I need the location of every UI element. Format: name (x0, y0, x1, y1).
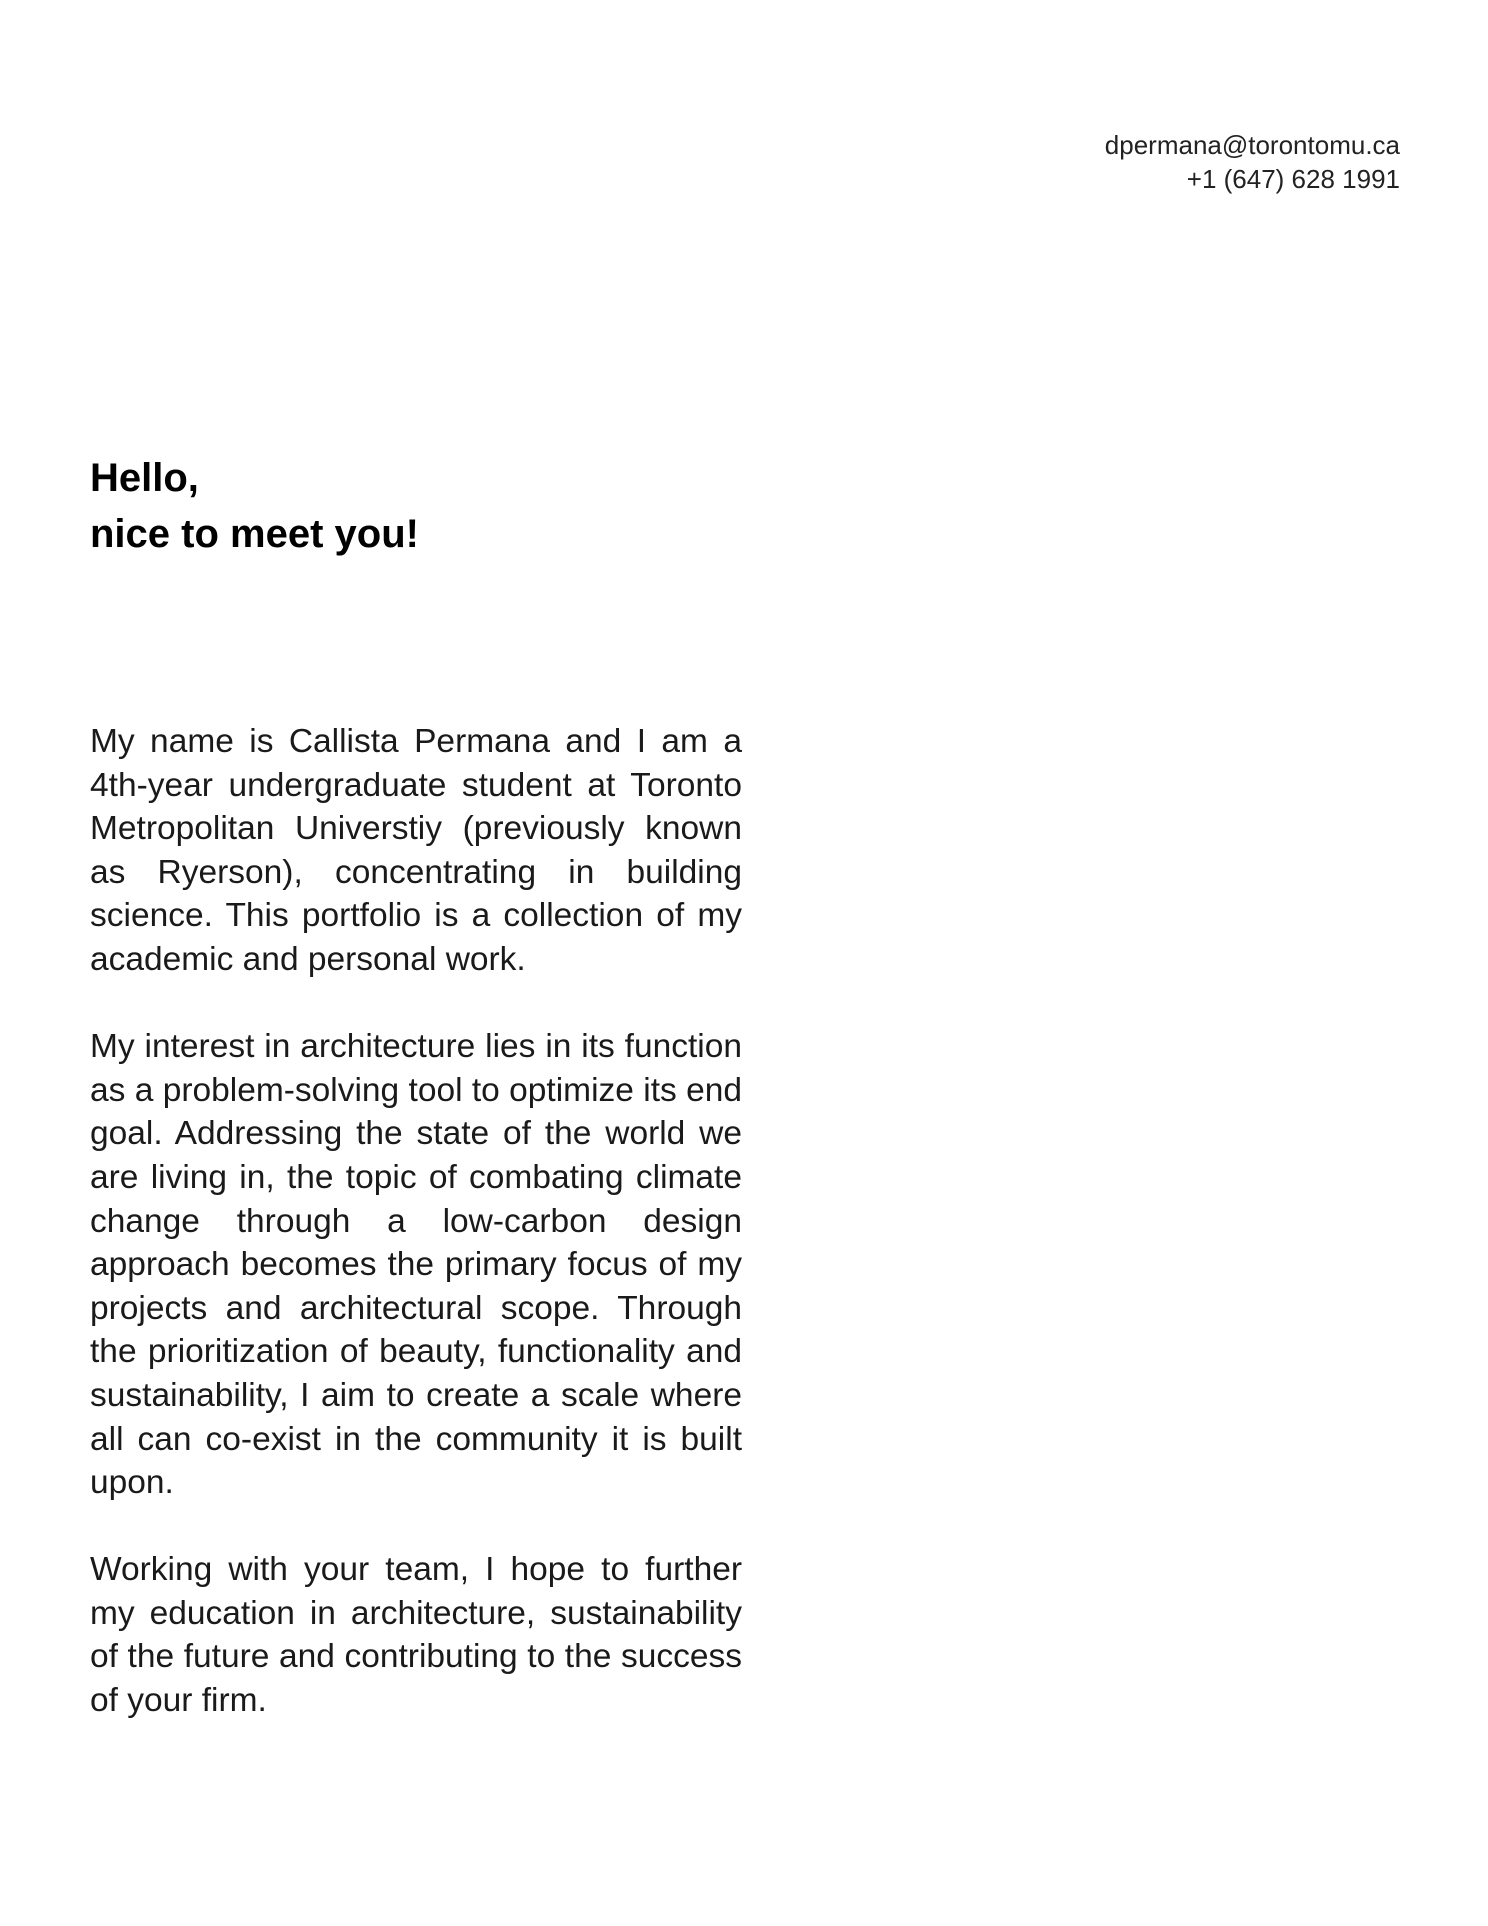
greeting-line-2: nice to meet you! (90, 512, 419, 556)
contact-block (1105, 128, 1400, 196)
intro-text (90, 720, 742, 1723)
intro-paragraph-3: Working with your team, I hope to further my education in architecture, sustainability of the future and contributing to the success of your firm. (90, 1551, 742, 1720)
contact-email: dpermana@torontomu.ca (1104, 130, 1400, 160)
greeting-line-1: Hello, (90, 456, 199, 500)
contact-phone: +1 (647) 628 1991 (1186, 164, 1400, 194)
intro-paragraph-2: My interest in architecture lies in its function as a problem-solving tool to optimize its end goal. Addressing the state of the world we are living in, the topic of combating climate change through a low-carbon design approach becomes the primary focus of my projects and architectural scope. Through the prioritization of beauty, functionality and sustainability, I aim to create a scale where all can co-exist in the community it is built upon. (90, 1028, 742, 1502)
intro-paragraph-1: My name is Callista Permana and I am a 4th-year undergraduate student at Toronto Metropolitan Universtiy (previously known as Ryerson), concentrating in building science. This portfolio is a collection of my academic and personal work. (90, 723, 742, 978)
greeting-heading (90, 450, 419, 562)
